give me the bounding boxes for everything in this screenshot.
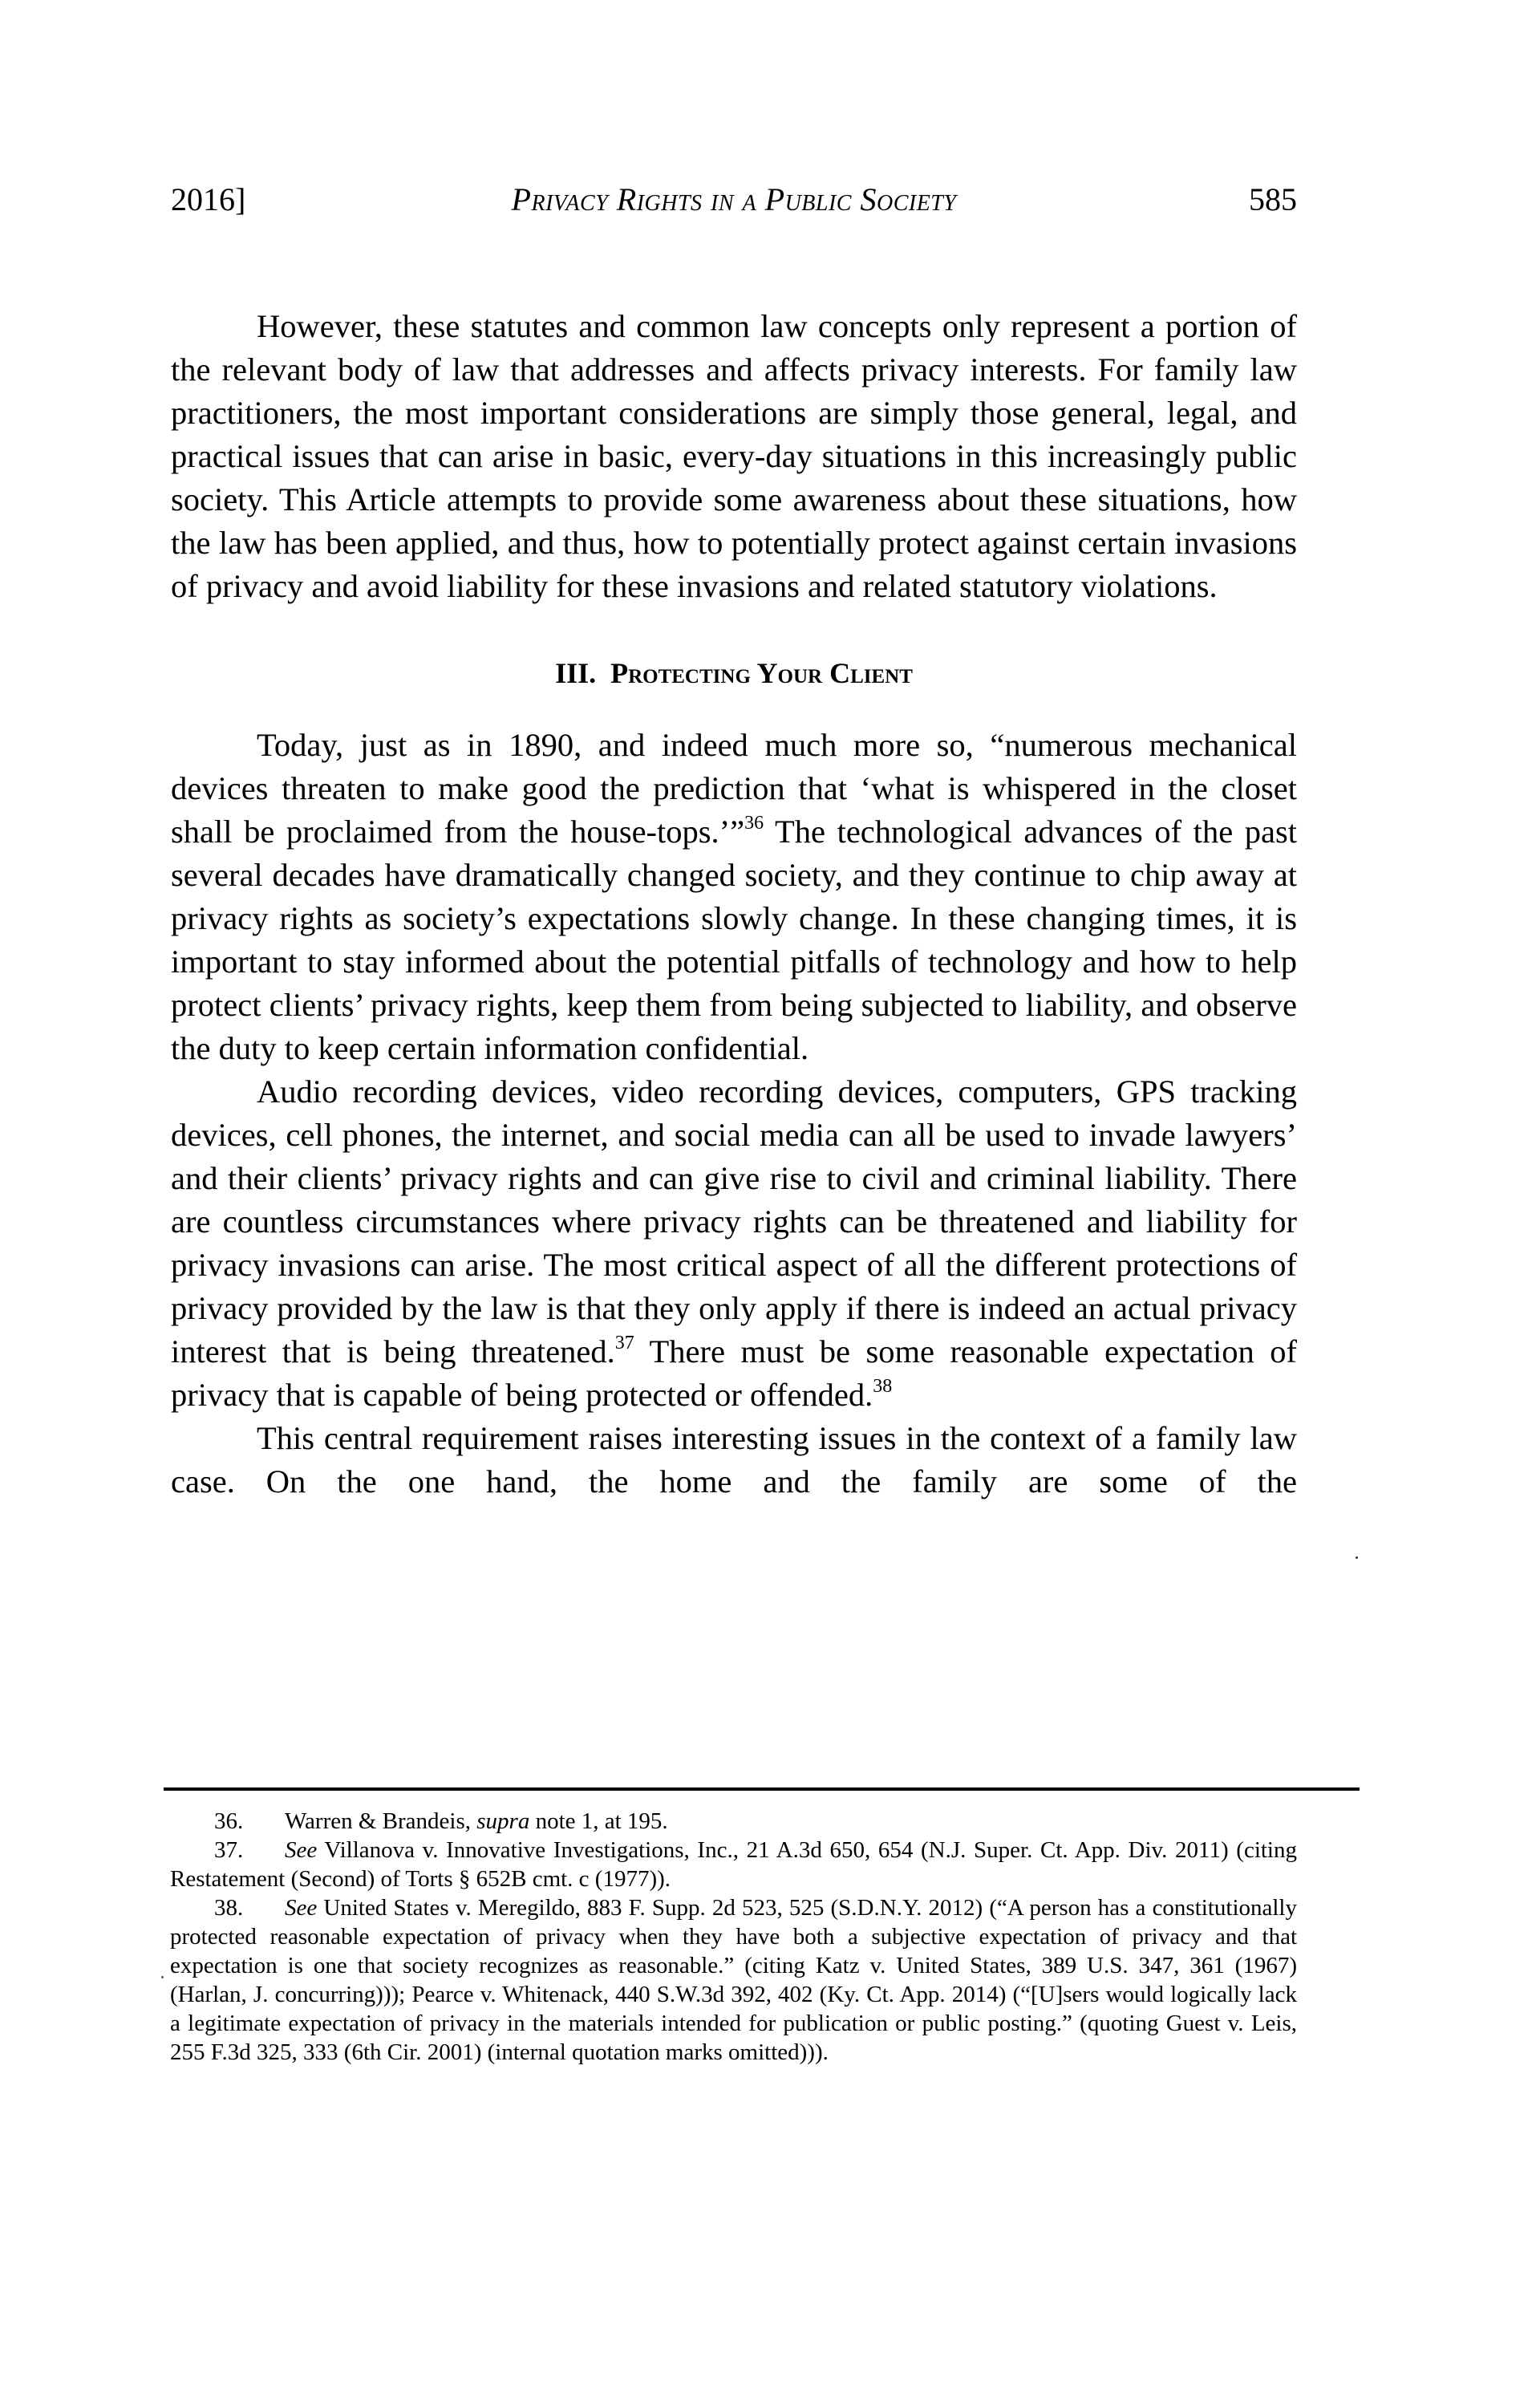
paragraph-text: The technological advances of the past several decades have dramatically changed society, and they continue to chip away at privacy rights as society’s expectations slowly change. In these changing times, it is important to stay informed about the potential pitfalls of technology and how to help protect clients’ privacy rights, keep them from being subjected to liability, and observe the duty to keep certain information confidential.: [171, 814, 1297, 1066]
footnote-38: [170, 1893, 1297, 2067]
scan-speck: [1356, 1556, 1358, 1559]
spacer: [171, 695, 1297, 724]
footnote-signal-see: See: [285, 1837, 318, 1863]
footnotes-section: [170, 1807, 1297, 2067]
body-paragraph-2: [171, 724, 1297, 1070]
body-paragraph-1: However, these statutes and common law concepts only represent a portion of the relevant body of law that addresses and affects privacy interests. For family law practitioners, the most important considerations are simply those general, legal, and practical issues that can arise in basic, every-day situations in this increasingly public society. This Article attempts to provide some awareness about these situations, how the law has been applied, and thus, how to potentially protect against certain invasions of privacy and avoid liability for these invasions and related statutory violations.: [171, 308, 1297, 604]
paragraph-text: Today, just as in 1890, and indeed much more so, “numerous mechanical devices threaten to make good the prediction that ‘what is whispered in the closet shall be proclaimed from the house-tops.’”: [171, 727, 1297, 850]
footnote-36: [170, 1807, 1297, 1836]
footnote-text-italic: supra: [476, 1808, 530, 1834]
footnote-text: note 1, at 195.: [529, 1808, 668, 1834]
footnote-text: Villanova v. Innovative Investigations, Inc., 21 A.3d 650, 654 (N.J. Super. Ct. App. Div. 2011) (citing Restatement (Second) of Torts § 652B cmt. c (1977)).: [170, 1837, 1297, 1892]
footnote-37: [170, 1836, 1297, 1893]
footnote-signal-see: See: [285, 1895, 318, 1921]
header-running-title: [0, 180, 1540, 220]
body-paragraph-3: [171, 1070, 1297, 1417]
body-paragraph-4: This central requirement raises interesting issues in the context of a family law case. On the one hand, the home and the family are some of the: [171, 1420, 1297, 1499]
paragraph-text: Audio recording devices, video recording devices, computers, GPS tracking devices, cell phones, the internet, and social media can all be used to invade lawyers’ and their clients’ privacy rights and can give rise to civil and criminal liability. There are countless circumstances where privacy rights can be threatened and liability for privacy invasions can arise. The most critical aspect of all the different protections of privacy provided by the law is that they only apply if there is indeed an actual privacy interest that is being threatened.: [171, 1073, 1297, 1369]
footnote-number: 36.: [214, 1808, 244, 1834]
article-body: [171, 305, 1297, 1503]
footnote-ref-36[interactable]: 36: [744, 813, 764, 834]
footnote-ref-37[interactable]: 37: [614, 1333, 634, 1353]
footnote-text: Warren & Brandeis,: [285, 1808, 477, 1834]
footnote-text: United States v. Meregildo, 883 F. Supp. 2d 523, 525 (S.D.N.Y. 2012) (“A person has a constitutionally protected reasonable expectation of privacy when they have both a subjective expectation of privacy and that expectation is one that society recognizes as reasonable.” (citing Katz v. United States, 389 U.S. 347, 361 (1967) (Harlan, J. concurring))); Pearce v. Whitenack, 440 S.W.3d 392, 402 (Ky. Ct. App. 2014) (“[U]sers would logically lack a legitimate expectation of privacy in the materials intended for publication or public posting.” (quoting Guest v. Leis, 255 F.3d 325, 333 (6th Cir. 2001) (internal quotation marks omitted))).: [170, 1895, 1297, 2065]
paragraph-text: There must be some reasonable expectation of privacy that is capable of being protected or offended.: [171, 1333, 1298, 1413]
spacer: [171, 608, 1297, 651]
footnote-number: 37.: [214, 1837, 244, 1863]
header-page-number: 585: [1249, 181, 1297, 217]
footnote-ref-38[interactable]: 38: [873, 1376, 893, 1397]
footnote-separator-rule: [164, 1787, 1360, 1791]
footnote-number: 38.: [214, 1895, 244, 1921]
header-volume-year: 2016]: [171, 181, 246, 217]
section-heading: [171, 651, 1297, 695]
scan-speck: [161, 1976, 164, 1978]
section-number: III.: [555, 657, 597, 689]
running-title-text: Privacy Rights in a Public Society: [511, 181, 957, 217]
section-title: Protecting Your Client: [610, 657, 913, 689]
